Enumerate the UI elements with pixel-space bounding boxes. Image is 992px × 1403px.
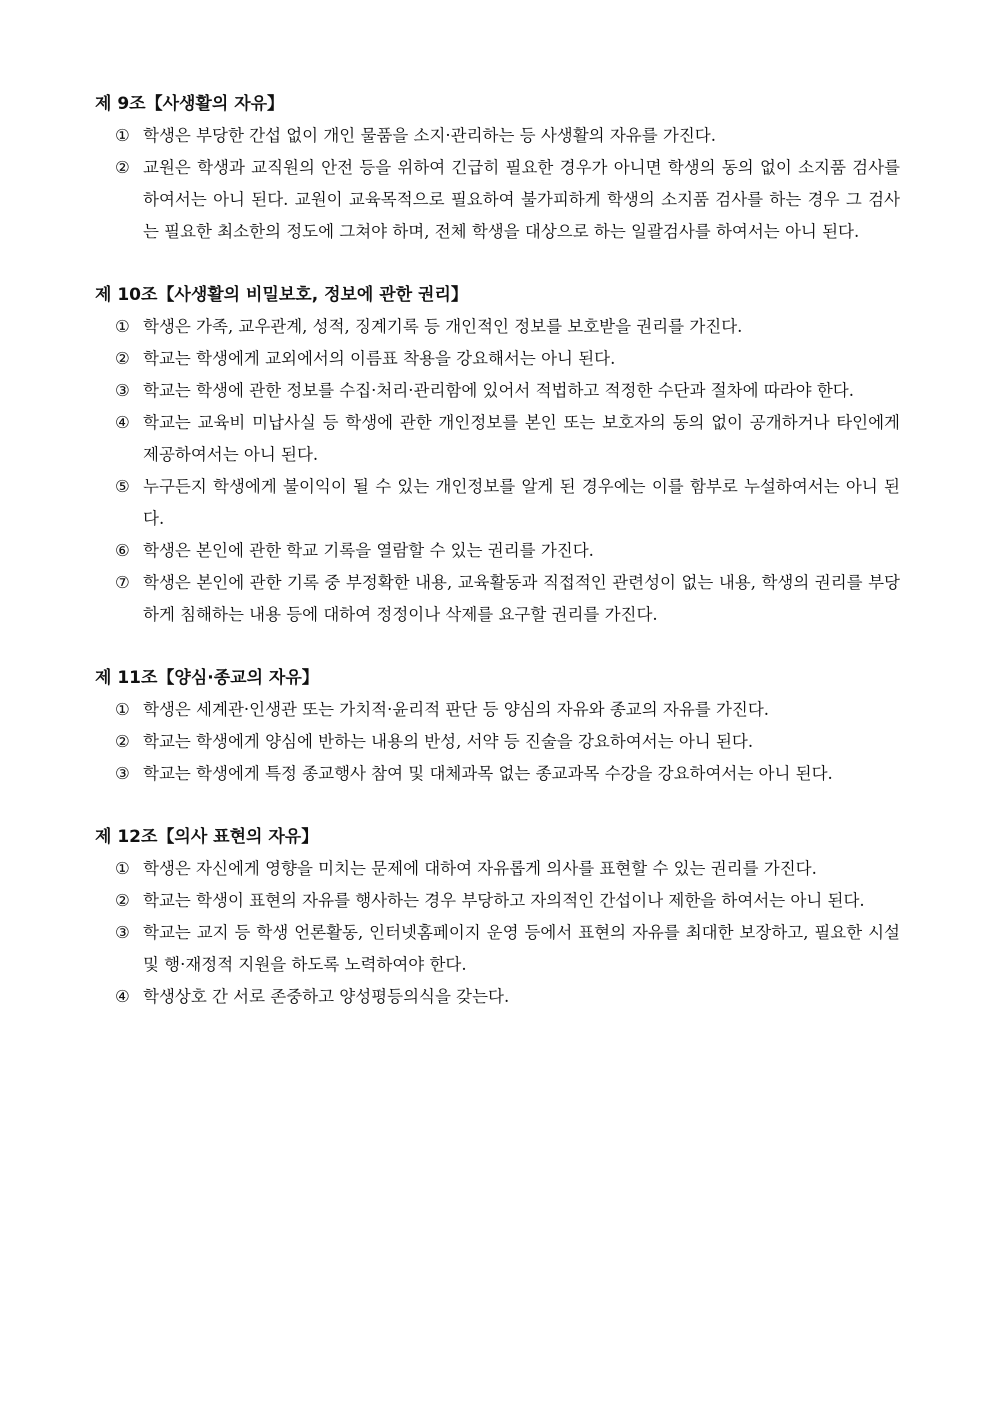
clause-text: 누구든지 학생에게 불이익이 될 수 있는 개인정보를 알게 된 경우에는 이를 함부로 누설하여서는 아니 된다. [143, 477, 900, 528]
clause-item [95, 726, 900, 758]
article-heading: 제 12조【의사 표현의 자유】 [95, 827, 319, 847]
clause-number: ② [115, 732, 130, 751]
clause-text: 학생은 자신에게 영향을 미치는 문제에 대하여 자유롭게 의사를 표현할 수 있는 권리를 가진다. [143, 859, 817, 878]
clause-number: ③ [115, 923, 130, 942]
clause-text: 교원은 학생과 교직원의 안전 등을 위하여 긴급히 필요한 경우가 아니면 학생의 동의 없이 소지품 검사를 하여서는 아니 된다. 교원이 교육목적으로 필요하여 불가피하게 학생의 소지품 검사를 하는 경우 그 검사는 필요한 최소한의 정도에 그쳐야 하며, 전체 학생을 대상으로 하는 일괄검사를 하여서는 아니 된다. [143, 158, 900, 241]
clause-number: ① [115, 859, 130, 878]
clause-number: ④ [115, 987, 130, 1006]
clause-number: ① [115, 126, 130, 145]
article-9 [95, 88, 900, 248]
clause-item [95, 375, 900, 407]
clause-number: ⑦ [115, 573, 130, 592]
clause-item [95, 407, 900, 471]
article-heading: 제 11조【양심·종교의 자유】 [95, 668, 319, 688]
clause-item [95, 343, 900, 375]
article-11 [95, 662, 900, 790]
clause-number: ⑤ [115, 477, 130, 496]
clause-text: 학교는 교육비 미납사실 등 학생에 관한 개인정보를 본인 또는 보호자의 동의 없이 공개하거나 타인에게 제공하여서는 아니 된다. [143, 413, 900, 464]
article-heading: 제 9조【사생활의 자유】 [95, 94, 285, 114]
document-body [95, 88, 900, 1044]
clause-text: 학생은 가족, 교우관계, 성적, 징계기록 등 개인적인 정보를 보호받을 권리를 가진다. [143, 317, 743, 336]
clause-text: 학교는 학생이 표현의 자유를 행사하는 경우 부당하고 자의적인 간섭이나 제한을 하여서는 아니 된다. [143, 891, 865, 910]
article-10 [95, 279, 900, 631]
clause-item [95, 853, 900, 885]
clause-item [95, 535, 900, 567]
clause-text: 학생은 부당한 간섭 없이 개인 물품을 소지·관리하는 등 사생활의 자유를 가진다. [143, 126, 716, 145]
clause-item [95, 758, 900, 790]
clause-item [95, 152, 900, 248]
clause-item [95, 694, 900, 726]
clause-text: 학생은 본인에 관한 학교 기록을 열람할 수 있는 권리를 가진다. [143, 541, 594, 560]
clause-number: ⑥ [115, 541, 130, 560]
clause-text: 학교는 학생에게 특정 종교행사 참여 및 대체과목 없는 종교과목 수강을 강요하여서는 아니 된다. [143, 764, 833, 783]
clause-item [95, 567, 900, 631]
clause-text: 학교는 학생에게 양심에 반하는 내용의 반성, 서약 등 진술을 강요하여서는 아니 된다. [143, 732, 754, 751]
clause-number: ② [115, 158, 130, 177]
clause-number: ④ [115, 413, 130, 432]
clause-item [95, 885, 900, 917]
article-heading: 제 10조【사생활의 비밀보호, 정보에 관한 권리】 [95, 285, 468, 305]
clause-text: 학생은 세계관·인생관 또는 가치적·윤리적 판단 등 양심의 자유와 종교의 자유를 가진다. [143, 700, 770, 719]
clause-number: ③ [115, 381, 130, 400]
clause-item [95, 917, 900, 981]
clause-number: ② [115, 349, 130, 368]
clause-item [95, 120, 900, 152]
clause-item [95, 311, 900, 343]
clause-text: 학생상호 간 서로 존중하고 양성평등의식을 갖는다. [143, 987, 510, 1006]
clause-item [95, 981, 900, 1013]
clause-text: 학교는 학생에게 교외에서의 이름표 착용을 강요해서는 아니 된다. [143, 349, 616, 368]
article-12 [95, 821, 900, 1013]
clause-number: ② [115, 891, 130, 910]
clause-number: ③ [115, 764, 130, 783]
clause-text: 학교는 학생에 관한 정보를 수집·처리·관리함에 있어서 적법하고 적정한 수단과 절차에 따라야 한다. [143, 381, 854, 400]
clause-number: ① [115, 317, 130, 336]
clause-item [95, 471, 900, 535]
clause-text: 학생은 본인에 관한 기록 중 부정확한 내용, 교육활동과 직접적인 관련성이 없는 내용, 학생의 권리를 부당하게 침해하는 내용 등에 대하여 정정이나 삭제를 요구할 권리를 가진다. [143, 573, 900, 624]
clause-text: 학교는 교지 등 학생 언론활동, 인터넷홈페이지 운영 등에서 표현의 자유를 최대한 보장하고, 필요한 시설 및 행·재정적 지원을 하도록 노력하여야 한다. [143, 923, 900, 974]
clause-number: ① [115, 700, 130, 719]
